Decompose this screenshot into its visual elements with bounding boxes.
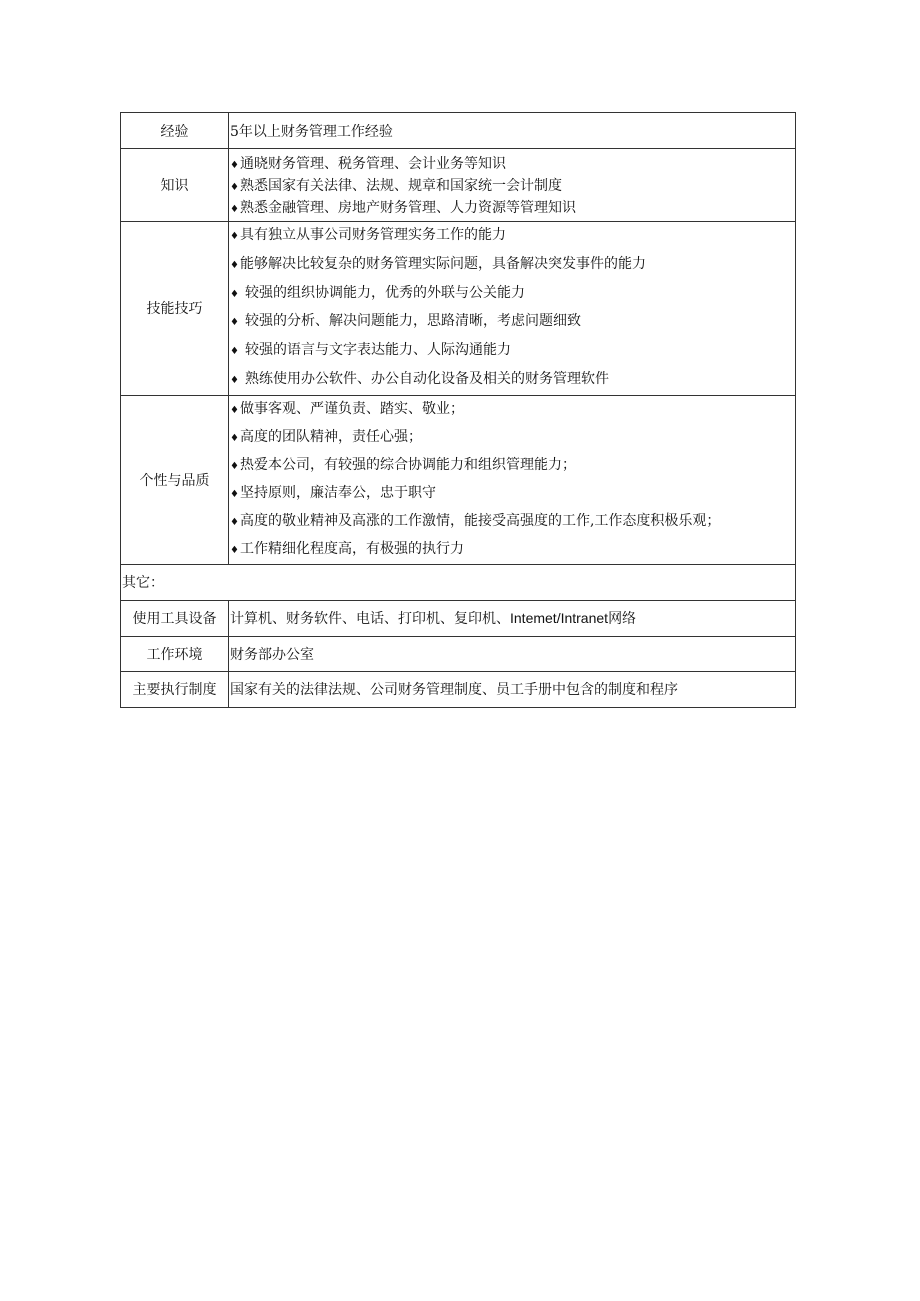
skills-row xyxy=(121,222,796,396)
job-requirements-table xyxy=(120,112,796,708)
knowledge-label: 知识 xyxy=(121,149,229,222)
knowledge-item: ♦ 熟悉国家有关法律、法规、规章和国家统一会计制度 xyxy=(230,176,795,198)
rules-row xyxy=(121,671,796,707)
skill-item: ♦ 较强的分析、解决问题能力，思路清晰，考虑问题细致 xyxy=(230,308,795,337)
environment-text: 财务部办公室 xyxy=(230,646,314,663)
knowledge-item: ♦ 熟悉金融管理、房地产财务管理、人力资源等管理知识 xyxy=(230,198,795,220)
experience-row xyxy=(121,113,796,149)
experience-value xyxy=(229,113,796,149)
skill-item: ♦ 能够解决比较复杂的财务管理实际问题，具备解决突发事件的能力 xyxy=(230,251,795,280)
skill-item: ♦ 较强的语言与文字表达能力、人际沟通能力 xyxy=(230,337,795,366)
skill-item: ♦ 熟练使用办公软件、办公自动化设备及相关的财务管理软件 xyxy=(230,366,795,395)
experience-label: 经验 xyxy=(121,113,229,149)
skill-item: ♦ 较强的组织协调能力，优秀的外联与公关能力 xyxy=(230,280,795,309)
experience-text: 5年以上财务管理工作经验 xyxy=(230,123,393,140)
skill-item: ♦ 具有独立从事公司财务管理实务工作的能力 xyxy=(230,222,795,251)
rules-value xyxy=(229,671,796,707)
rules-text: 国家有关的法律法规、公司财务管理制度、员工手册中包含的制度和程序 xyxy=(230,682,678,699)
environment-label: 工作环境 xyxy=(121,636,229,671)
tools-label: 使用工具设备 xyxy=(121,600,229,636)
personality-item: ♦ 高度的团队精神，责任心强； xyxy=(230,424,795,452)
tools-value xyxy=(229,600,796,636)
tools-row xyxy=(121,600,796,636)
knowledge-row xyxy=(121,149,796,222)
rules-label: 主要执行制度 xyxy=(121,671,229,707)
other-label: 其它： xyxy=(121,564,796,600)
personality-label: 个性与品质 xyxy=(121,395,229,564)
tools-text xyxy=(230,608,795,628)
tools-text-prefix: 计算机、财务软件、电话、打印机、复印机、 xyxy=(230,611,510,628)
knowledge-item: ♦ 通晓财务管理、税务管理、会计业务等知识 xyxy=(230,154,795,176)
tools-text-network: Intemet/Intranet xyxy=(510,610,609,627)
personality-item: ♦ 工作精细化程度高，有极强的执行力 xyxy=(230,536,795,564)
skills-value xyxy=(229,222,796,396)
environment-row xyxy=(121,636,796,671)
environment-value xyxy=(229,636,796,671)
tools-text-suffix: 网络 xyxy=(608,611,637,628)
other-row xyxy=(121,564,796,600)
knowledge-value xyxy=(229,149,796,222)
personality-item: ♦ 坚持原则，廉洁奉公，忠于职守 xyxy=(230,480,795,508)
personality-item: ♦ 热爱本公司，有较强的综合协调能力和组织管理能力； xyxy=(230,452,795,480)
personality-item: ♦ 高度的敬业精神及高涨的工作激情，能接受高强度的工作,工作态度积极乐观； xyxy=(230,508,795,536)
personality-row xyxy=(121,395,796,564)
personality-value xyxy=(229,395,796,564)
personality-item: ♦ 做事客观、严谨负责、踏实、敬业； xyxy=(230,396,795,424)
skills-label: 技能技巧 xyxy=(121,222,229,396)
